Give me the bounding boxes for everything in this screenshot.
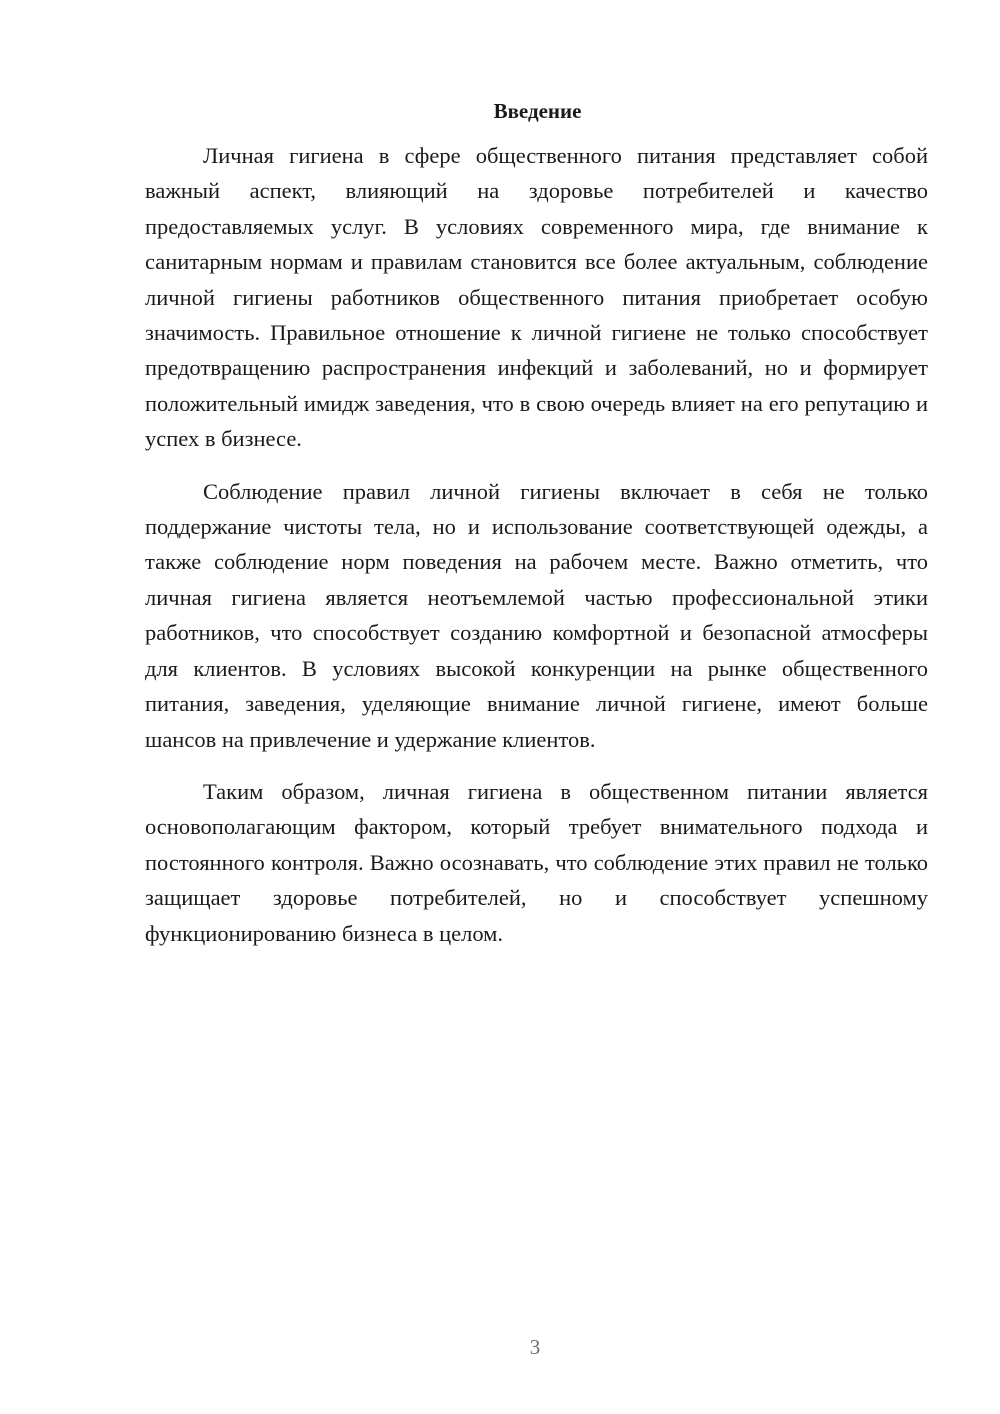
paragraph-conclusion: Таким образом, личная гигиена в общественном питании является основополагающим фактором, который требует внимательного подхода и постоянного контроля. Важно осознавать, что соблюдение этих правил не только защищает здоровье потребителей, но и способствует успешному функционированию бизнеса в целом. xyxy=(145,778,928,946)
page-number: 3 xyxy=(529,1335,541,1359)
paragraph-intro: Личная гигиена в сфере общественного питания представляет собой важный аспект, влияющий на здоровье потребителей и качество предоставляемых услуг. В условиях современного мира, где внимание к санитарным нормам и правилам становится все более актуальным, соблюдение личной гигиены работников общественного питания приобретает особую значимость. Правильное отношение к личной гигиене не только способствует предотвращению распространения инфекций и заболеваний, но и формирует положительный имидж заведения, что в свою очередь влияет на его репутацию и успех в бизнесе. xyxy=(145,143,928,452)
section-heading: Введение xyxy=(493,99,582,123)
paragraph-hygiene-rules: Соблюдение правил личной гигиены включает в себя не только поддержание чистоты тела, но и использование соответствующей одежды, а также соблюдение норм поведения на рабочем месте. Важно отметить, что личная гигиена является неотъемлемой частью профессиональной этики работников, что способствует созданию комфортной и безопасной атмосферы для клиентов. В условиях высокой конкуренции на рынке общественного питания, заведения, уделяющие внимание личной гигиене, имеют больше шансов на привлечение и удержание клиентов. xyxy=(145,478,928,752)
page-body xyxy=(145,96,928,968)
